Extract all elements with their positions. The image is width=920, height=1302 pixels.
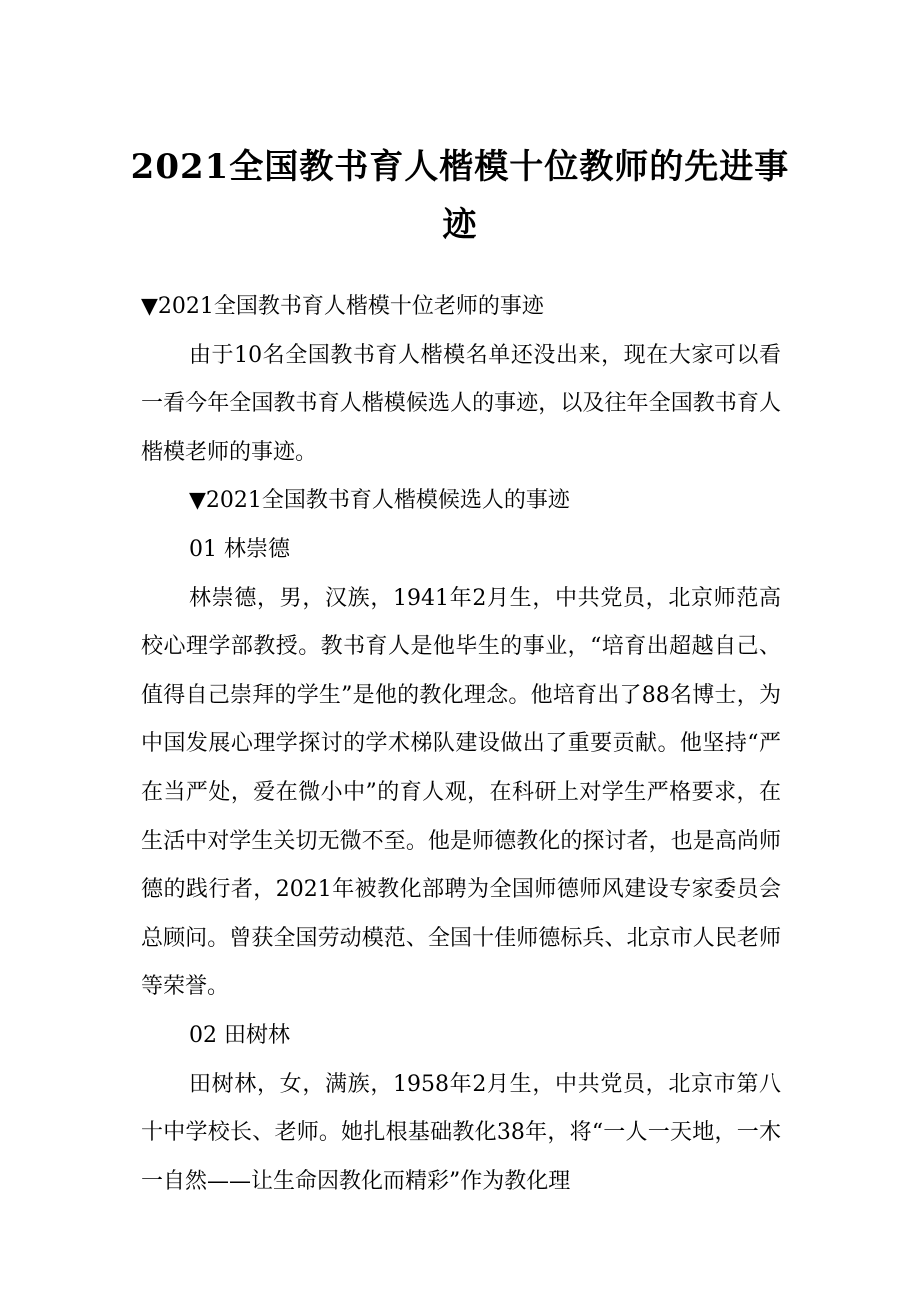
subsection-heading: ▼2021全国教书育人楷模候选人的事迹 — [189, 488, 570, 514]
candidate-heading-01: 01 林崇德 — [189, 536, 290, 562]
document-title: 2021全国教书育人楷模十位教师的先进事迹 — [130, 147, 790, 245]
intro-paragraph: 由于10名全国教书育人楷模名单还没出来，现在大家可以看一看今年全国教书育人楷模候选人的事迹，以及往年全国教书育人楷模老师的事迹。 — [141, 342, 781, 465]
candidate-paragraph-02: 田树林，女，满族，1958年2月生，中共党员，北京市第八十中学校长、老师。她扎根基础教化38年，将“一人一天地，一木一自然——让生命因教化而精彩”作为教化理 — [141, 1071, 781, 1194]
candidate-paragraph-01: 林崇德，男，汉族，1941年2月生，中共党员，北京师范高校心理学部教授。教书育人是他毕生的事业，“培育出超越自己、值得自己崇拜的学生”是他的教化理念。他培育出了88名博士，为中国发展心理学探讨的学术梯队建设做出了重要贡献。他坚持“严在当严处，爱在微小中”的育人观，在科研上对学生严格要求，在生活中对学生关切无微不至。他是师德教化的探讨者，也是高尚师德的践行者，2021年被教化部聘为全国师德师风建设专家委员会总顾问。曾获全国劳动模范、全国十佳师德标兵、北京市人民老师等荣誉。 — [141, 585, 781, 1000]
candidate-heading-02: 02 田树林 — [189, 1022, 290, 1048]
section-heading: ▼2021全国教书育人楷模十位老师的事迹 — [141, 294, 544, 319]
document-body — [141, 283, 781, 1206]
